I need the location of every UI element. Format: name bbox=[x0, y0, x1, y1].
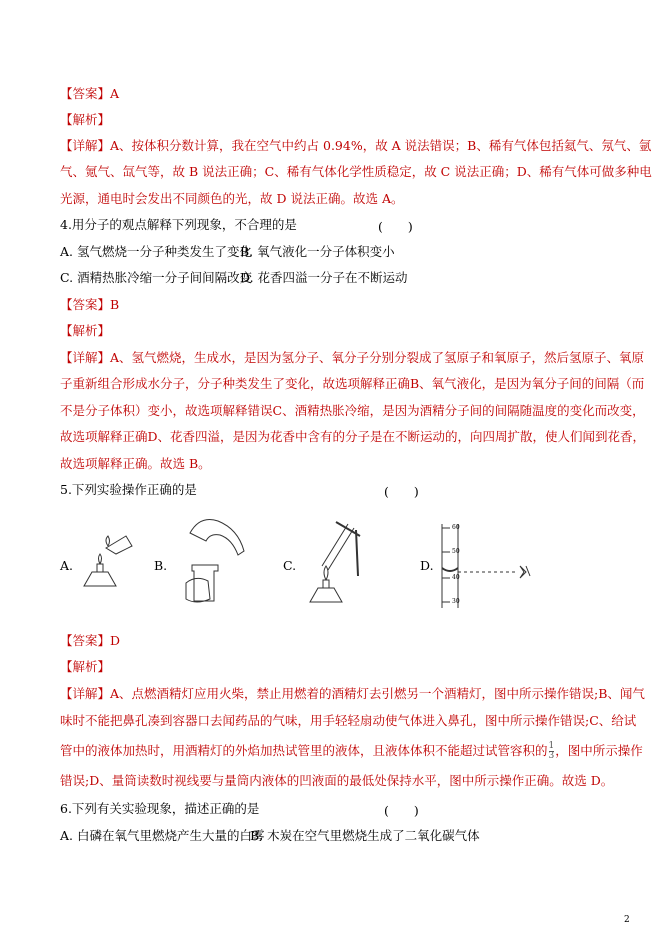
fraction-one-third bbox=[549, 742, 555, 761]
answer-3: 【答案】A bbox=[60, 86, 120, 101]
detail-line: 【详解】A、按体积分数计算，我在空气中约占 0.94%，故 A 说法错误；B、稀有气体包括氦气、氖气、氩 bbox=[60, 138, 652, 153]
fraction-numerator: 1 bbox=[548, 741, 555, 751]
detail-line: 子重新组合形成水分子，分子种类发生了变化，故选项解释正确B、氧气液化，是因为氧分子间的间隔（而 bbox=[60, 376, 645, 391]
detail-line: 光源，通电时会发出不同颜色的光，故 D 说法正确。故选 A。 bbox=[60, 191, 404, 206]
detail-line: 味时不能把鼻孔凑到容器口去闻药品的气味，用手轻轻扇动使气体进入鼻孔，图中所示操作错误;C、给试 bbox=[60, 713, 637, 728]
question-5-stem: 5.下列实验操作正确的是 bbox=[60, 482, 197, 497]
analysis-heading-3: 【解析】 bbox=[60, 112, 111, 127]
cylinder-tick: 50 bbox=[452, 548, 460, 555]
cylinder-tick: 60 bbox=[452, 524, 460, 531]
detail-line bbox=[60, 742, 643, 761]
figure-label-a: A. bbox=[60, 558, 74, 573]
analysis-heading-4: 【解析】 bbox=[60, 323, 111, 338]
question-6-stem: 6.下列有关实验现象，描述正确的是 bbox=[60, 801, 260, 816]
answer-blank: ( ) bbox=[378, 219, 413, 234]
detail-line: 【详解】A、点燃酒精灯应用火柴，禁止用燃着的酒精灯去引燃另一个酒精灯，图中所示操作错误;B、闻气 bbox=[60, 686, 645, 701]
detail-line: 气、氪气、氙气等，故 B 说法正确；C、稀有气体化学性质稳定，故 C 说法正确；D、稀有气体可做多种电 bbox=[60, 164, 652, 179]
option-d: D. 花香四溢一分子在不断运动 bbox=[240, 270, 408, 285]
heating-test-tube-figure bbox=[300, 516, 364, 606]
option-a: A. 白磷在氧气里燃烧产生大量的白雾 bbox=[60, 828, 265, 843]
answer-blank: ( ) bbox=[384, 803, 419, 818]
question-4-stem: 4.用分子的观点解释下列现象，不合理的是 bbox=[60, 217, 297, 232]
detail-line: 故选项解释正确。故选 B。 bbox=[60, 456, 211, 471]
reading-graduated-cylinder-figure bbox=[430, 522, 540, 610]
analysis-heading-5: 【解析】 bbox=[60, 659, 111, 674]
option-a: A. 氢气燃烧一分子种类发生了变化 bbox=[60, 244, 252, 259]
figure-label-b: B. bbox=[154, 558, 168, 573]
detail-line: 错误;D、量筒读数时视线要与量筒内液体的凹液面的最低处保持水平，图中所示操作正确。故选 D。 bbox=[60, 773, 614, 788]
answer-blank: ( ) bbox=[384, 484, 419, 499]
detail-line: 不是分子体积）变小，故选项解释错误C、酒精热胀冷缩，是因为酒精分子间的间隔随温度的变化而改变， bbox=[60, 403, 645, 418]
figure-label-c: C. bbox=[283, 558, 297, 573]
figure-label-d: D. bbox=[420, 558, 434, 573]
answer-5: 【答案】D bbox=[60, 633, 121, 648]
fraction-denominator: 3 bbox=[548, 751, 555, 761]
cylinder-tick: 40 bbox=[452, 574, 460, 581]
smelling-gas-figure bbox=[180, 513, 250, 609]
detail-line: 【详解】A、氢气燃烧，生成水，是因为氢分子、氧分子分别分裂成了氢原子和氧原子，然后氢原子、氧原 bbox=[60, 350, 645, 365]
option-b: B. 木炭在空气里燃烧生成了二氧化碳气体 bbox=[250, 828, 480, 843]
answer-4: 【答案】B bbox=[60, 297, 120, 312]
detail-text: 管中的液体加热时，用酒精灯的外焰加热试管里的液体，且液体体积不能超过试管容积的 bbox=[60, 743, 548, 758]
option-c: C. 酒精热胀冷缩一分子间间隔改变 bbox=[60, 270, 253, 285]
cylinder-tick: 30 bbox=[452, 598, 460, 605]
lighting-alcohol-lamp-figure bbox=[78, 528, 134, 592]
detail-line: 故选项解释正确D、花香四溢，是因为花香中含有的分子是在不断运动的，向四周扩散，使人们闻到花香， bbox=[60, 429, 646, 444]
detail-text: ，图中所示操作 bbox=[555, 743, 643, 758]
page-number: 2 bbox=[624, 915, 630, 925]
option-b: B. 氧气液化一分子体积变小 bbox=[240, 244, 395, 259]
